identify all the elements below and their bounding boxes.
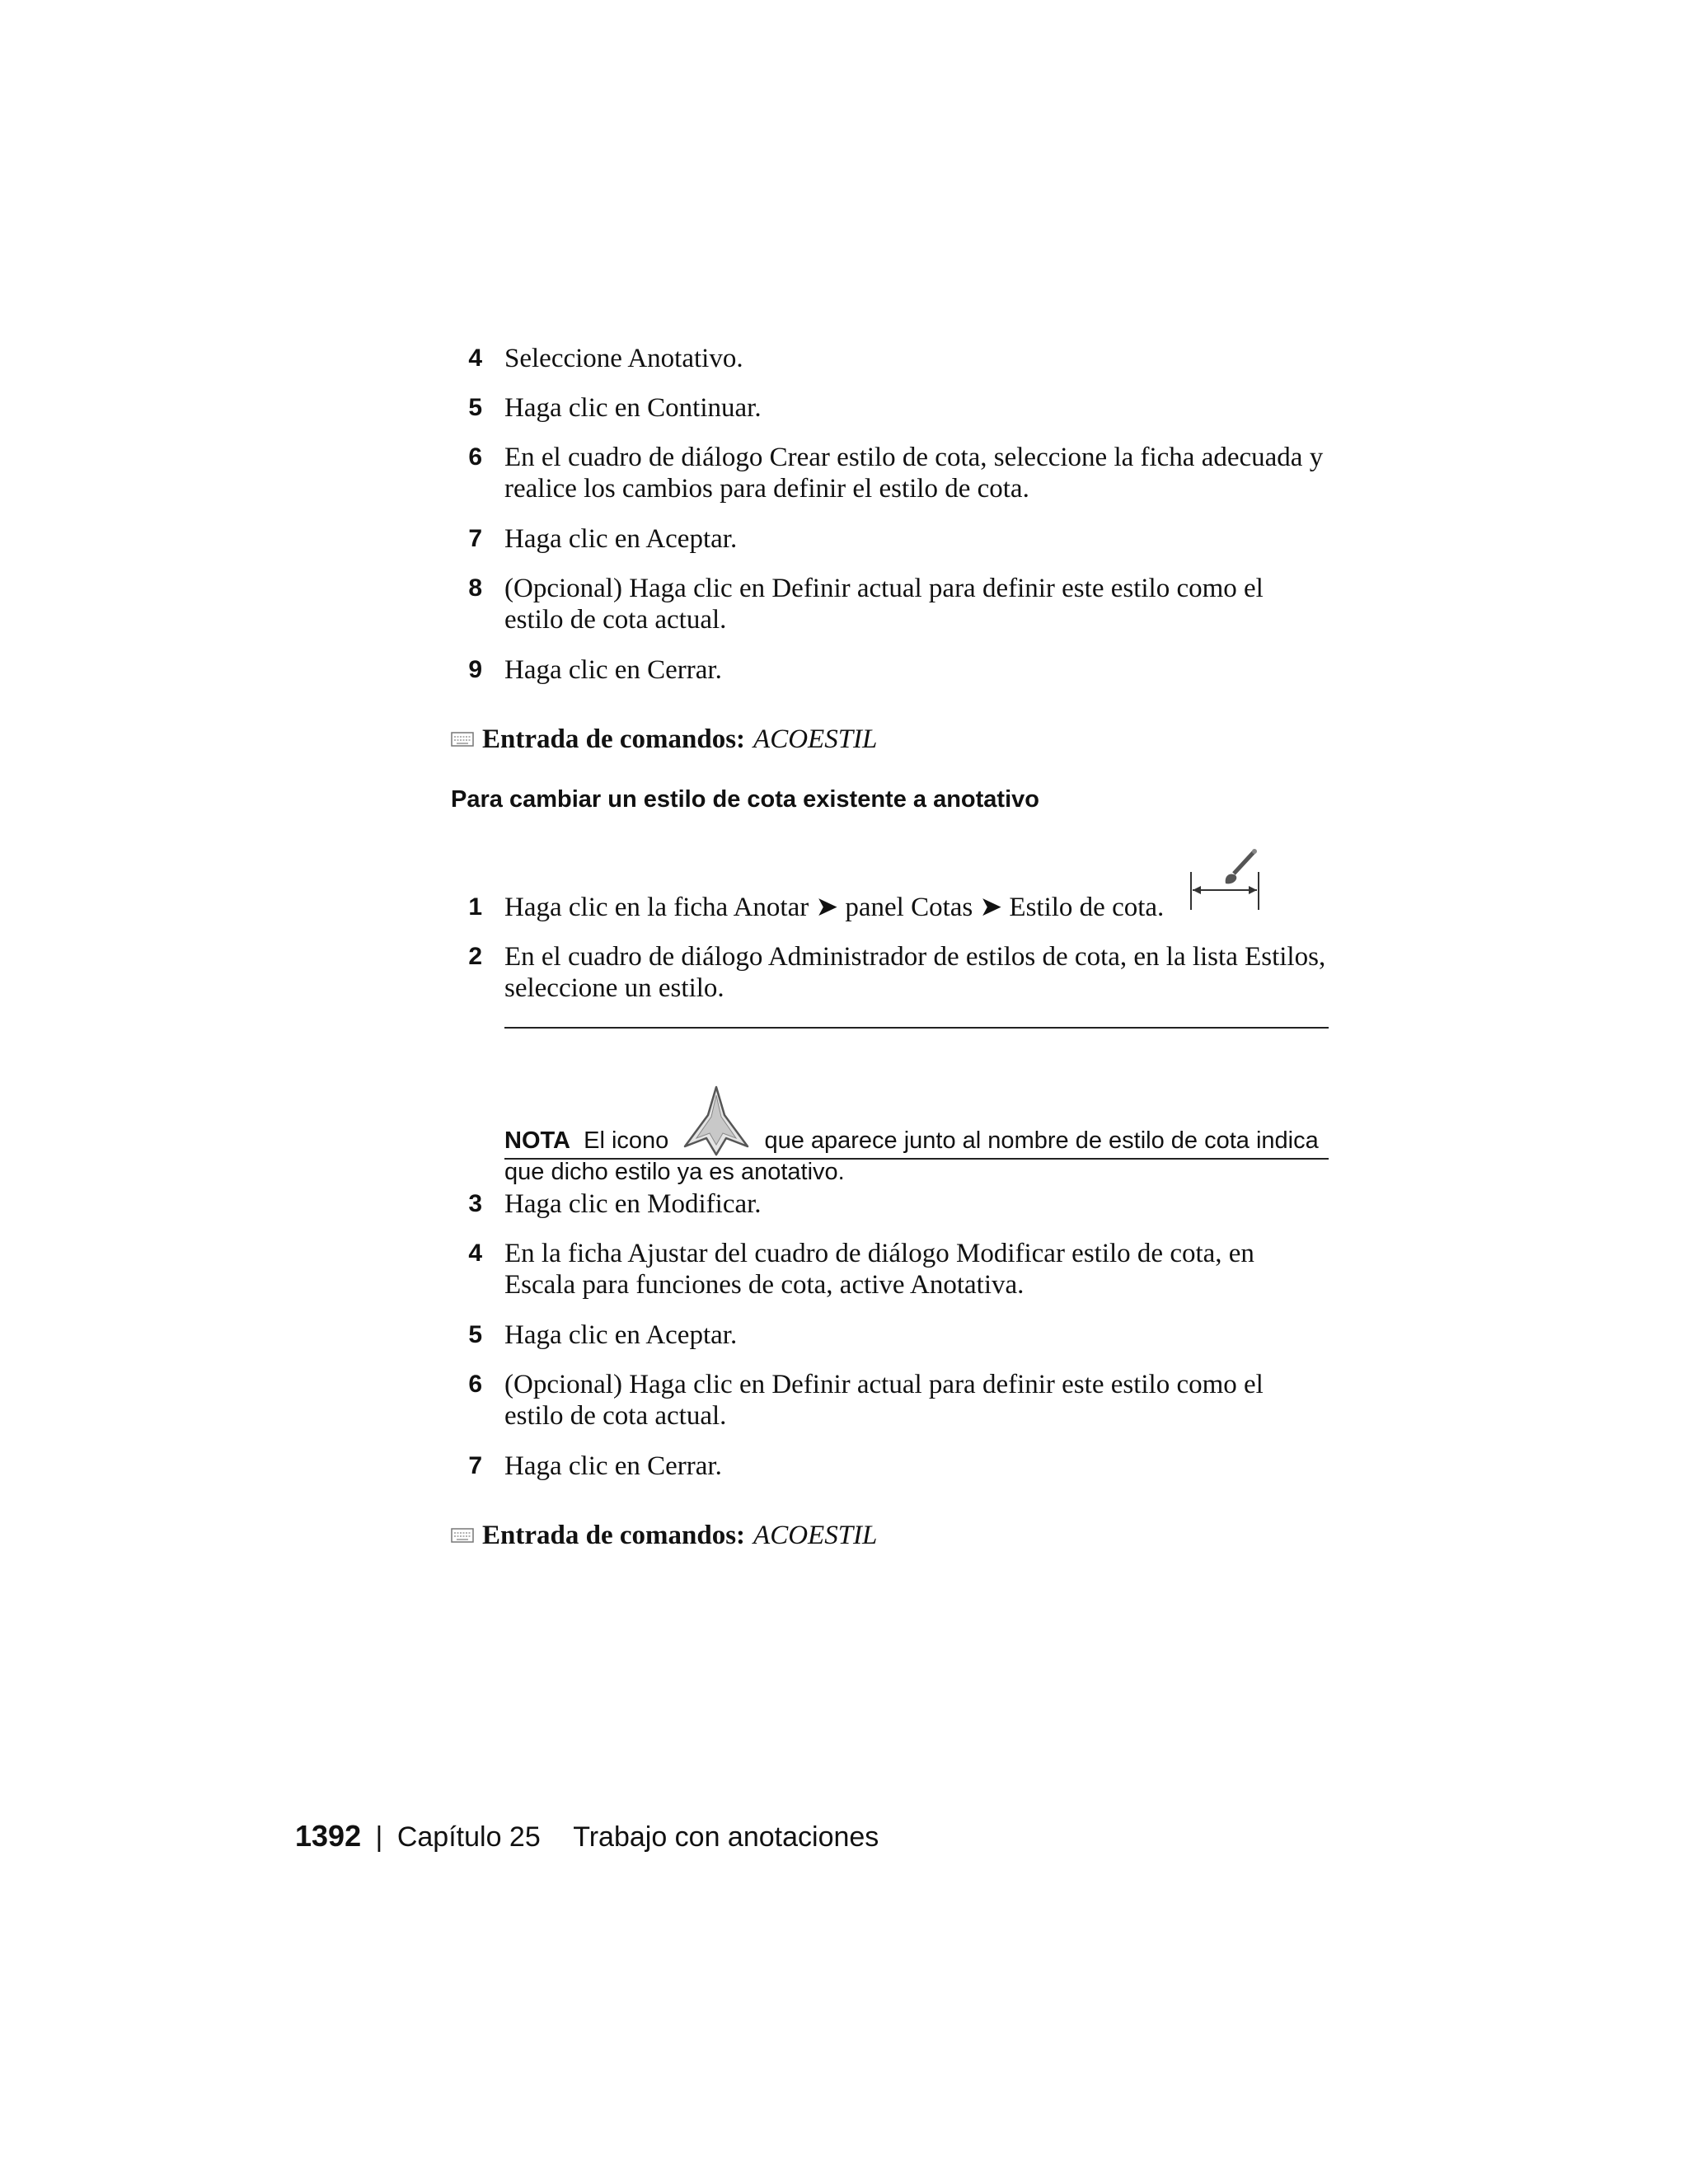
note-text-line2: que dicho estilo ya es anotativo. <box>504 1159 845 1185</box>
keyboard-icon <box>451 1527 474 1544</box>
step-text: Haga clic en Aceptar. <box>504 1320 738 1350</box>
step-number: 4 <box>468 344 482 372</box>
step-text: Haga clic en Continuar. <box>504 393 762 423</box>
step-text: Haga clic en Aceptar. <box>504 524 738 554</box>
note-text-before-icon: El icono <box>584 1127 669 1154</box>
step-number: 1 <box>468 893 482 921</box>
step-text: Seleccione Anotativo. <box>504 344 743 373</box>
step-text: (Opcional) Haga clic en Definir actual para definir este estilo como el estilo de cota actual. <box>504 1370 1264 1431</box>
step-number: 3 <box>468 1190 482 1217</box>
page-number: 1392 <box>295 1819 362 1853</box>
page-footer <box>295 1818 879 1855</box>
step-number: 7 <box>468 1452 482 1479</box>
step-text: Haga clic en Cerrar. <box>504 655 722 685</box>
step-number: 5 <box>468 1321 482 1348</box>
command-value: ACOESTIL <box>753 724 878 754</box>
step-number: 2 <box>468 943 482 970</box>
step-number: 5 <box>468 394 482 421</box>
note-label: NOTA <box>504 1127 571 1154</box>
command-entry <box>451 1520 877 1551</box>
step-number: 7 <box>468 525 482 552</box>
step-text: En el cuadro de diálogo Crear estilo de cota, seleccione la ficha adecuada y realice los cambios para definir el estilo de cota. <box>504 443 1324 504</box>
annotative-icon <box>682 1084 751 1160</box>
dimension-style-icon <box>1188 847 1262 912</box>
step-text-content: Haga clic en la ficha Anotar ➤ panel Cotas ➤ Estilo de cota. <box>504 893 1165 922</box>
step-number: 6 <box>468 1371 482 1398</box>
step-number: 9 <box>468 656 482 683</box>
procedure-title: Para cambiar un estilo de cota existente a anotativo <box>451 786 1039 813</box>
command-value: ACOESTIL <box>753 1521 878 1550</box>
keyboard-icon <box>451 731 474 748</box>
note-block <box>504 1084 1337 1188</box>
step-number: 8 <box>468 574 482 602</box>
note-top-rule <box>504 1027 1329 1029</box>
note-bottom-rule <box>504 1158 1329 1160</box>
step-number: 6 <box>468 443 482 471</box>
step-text: Haga clic en Modificar. <box>504 1189 762 1219</box>
command-label: Entrada de comandos: <box>482 1521 746 1550</box>
footer-title: Trabajo con anotaciones <box>573 1821 879 1853</box>
footer-separator: | <box>375 1821 383 1853</box>
command-label: Entrada de comandos: <box>482 724 746 754</box>
step-text: En el cuadro de diálogo Administrador de estilos de cota, en la lista Estilos, seleccione un estilo. <box>504 942 1326 1003</box>
footer-chapter: Capítulo 25 <box>396 1821 541 1853</box>
command-entry <box>451 724 877 755</box>
note-text-after-icon: que aparece junto al nombre de estilo de cota indica <box>764 1127 1319 1154</box>
step-number: 4 <box>468 1240 482 1267</box>
step-text: Haga clic en Cerrar. <box>504 1451 722 1481</box>
step-text: (Opcional) Haga clic en Definir actual para definir este estilo como el estilo de cota actual. <box>504 574 1264 635</box>
step-text: En la ficha Ajustar del cuadro de diálogo Modificar estilo de cota, en Escala para funciones de cota, active Anotativa. <box>504 1239 1254 1300</box>
